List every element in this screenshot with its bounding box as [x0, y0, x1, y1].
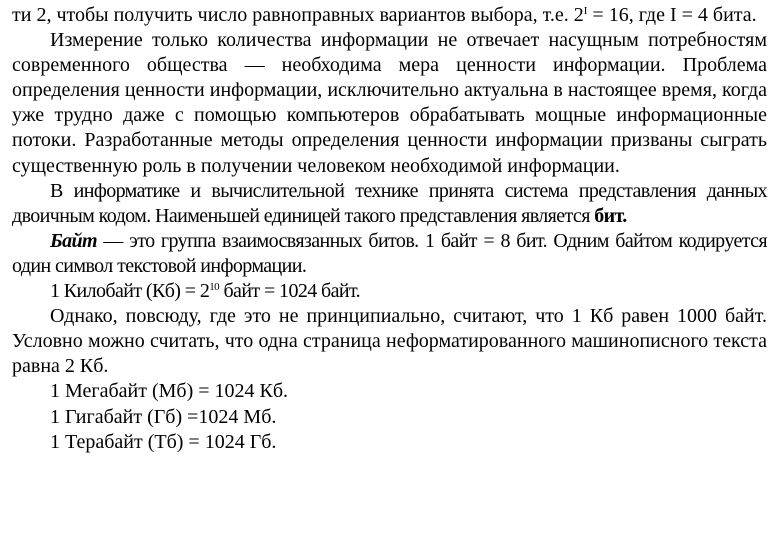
paragraph-kilobyte: [12, 279, 767, 304]
paragraph-binary-code: [12, 179, 767, 229]
p5-exponent: 10: [209, 281, 220, 294]
p3-text: В информатике и вычислительной технике принята система представления данных двоичным кодом. Наименьшей единицей такого представления является: [12, 179, 767, 227]
paragraph-information-value: Измерение только количества информации не отвечает насущным потребностям современного общества — необходима мера ценности информации. Проблема определения ценности информации, исключительно актуальна в настоящее время, когда уже трудно даже с помощью компьютеров обрабатывать мощные информационные потоки. Разработанные методы определения ценности информации призваны сыграть существенную роль в получении человеком необходимой информации.: [12, 29, 767, 177]
p1-text-post: = 16, где I = 4 бита.: [587, 4, 757, 26]
unit-megabyte: 1 Мегабайт (Мб) = 1024 Кб.: [50, 380, 289, 403]
p1-exponent: I: [583, 5, 588, 18]
paragraph-bits-choice: [12, 3, 767, 28]
paragraph-byte-definition: [12, 229, 767, 279]
p1-text-pre: ти 2, чтобы получить число равноправных вариантов выбора, т.е. 2: [12, 4, 584, 26]
p3-bold-term: бит.: [594, 204, 627, 227]
paragraph-kilobyte-approx: Однако, повсюду, где это не принципиально, считают, что 1 Кб равен 1000 байт. Условно можно считать, что одна страница неформатированного машинописного текста равна 2 Кб.: [12, 305, 767, 378]
unit-terabyte: 1 Терабайт (Тб) = 1024 Гб.: [50, 430, 277, 453]
unit-gigabyte: 1 Гигабайт (Гб) =1024 Мб.: [50, 405, 277, 428]
p4-text: — это группа взаимосвязанных битов. 1 байт = 8 бит. Одним байтом кодируется один символ текстовой информации.: [12, 229, 767, 277]
p5-text-pre: 1 Килобайт (Кб) = 2: [50, 280, 210, 303]
p5-text-post: байт = 1024 байт.: [219, 280, 361, 303]
byte-term: Байт: [50, 229, 97, 252]
